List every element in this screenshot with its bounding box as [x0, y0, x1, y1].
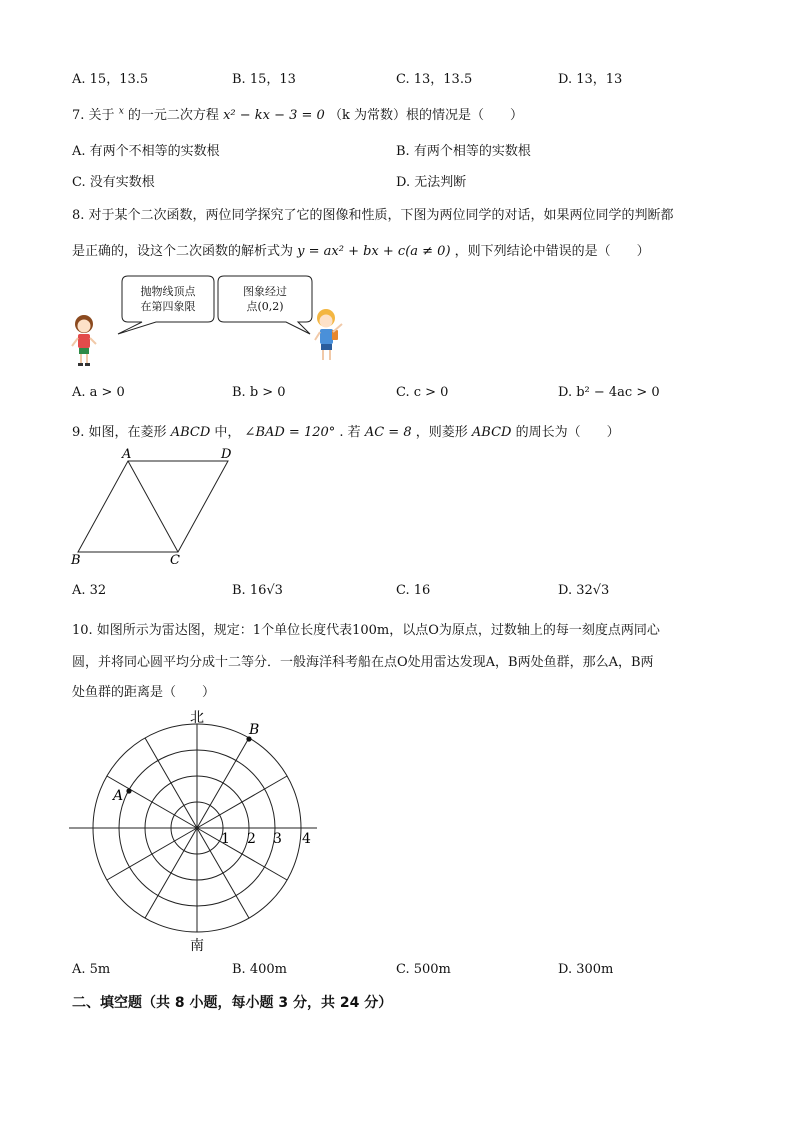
q8-option-c: C. c > 0: [396, 385, 449, 400]
q10-option-b: B. 400m: [232, 962, 287, 977]
section-2-heading: 二、填空题（共 8 小题，每小题 3 分，共 24 分）: [72, 995, 393, 1011]
q10-radar-figure: [66, 700, 336, 960]
q7-option-d: D. 无法判断: [396, 175, 467, 190]
q8-stem-line2: [72, 240, 650, 259]
q10-option-a: A. 5m: [72, 962, 111, 977]
tick-4: 4: [302, 831, 311, 847]
point-a-label: A: [113, 788, 124, 804]
q9-rhombus-figure: [66, 444, 246, 570]
north-label: 北: [190, 710, 204, 726]
bubble-right-text: [218, 284, 312, 314]
boy-icon: [315, 309, 342, 360]
tick-1: 1: [221, 831, 230, 847]
label-c: C: [170, 553, 180, 568]
q7-equation: x² − kx − 3 = 0: [223, 108, 325, 123]
label-b: B: [71, 553, 81, 568]
bubble-left-text: [122, 284, 214, 314]
q6-option-b: B. 15，13: [232, 72, 296, 87]
radar-spoke: [107, 828, 197, 880]
q10-stem-line2: 圆，并将同心圆平均分成十二等分．一般海洋科考船在点O处用雷达发现A，B两处鱼群，那么A，B两: [72, 655, 654, 670]
q6-option-c: C. 13，13.5: [396, 72, 473, 87]
q7-var-x: x: [118, 106, 124, 117]
q7-stem-pre: 7. 关于: [72, 108, 115, 123]
q8-option-b: B. b > 0: [232, 385, 286, 400]
q9-option-a: A. 32: [72, 583, 107, 598]
q9-shape2: ABCD: [471, 425, 512, 440]
q9-stem-mid2: . 若: [339, 425, 361, 440]
q10-option-d: D. 300m: [558, 962, 614, 977]
point-a-marker: [126, 788, 131, 793]
q6-option-a: A. 15，13.5: [72, 72, 149, 87]
south-label: 南: [190, 938, 204, 954]
q8-dialogue-figure: [70, 268, 360, 372]
girl-icon: [72, 315, 96, 366]
q9-option-c: C. 16: [396, 583, 431, 598]
q9-stem-pre: 9. 如图，在菱形: [72, 425, 167, 440]
tick-2: 2: [247, 831, 256, 847]
radar-spoke: [145, 828, 197, 918]
q7-option-a: A. 有两个不相等的实数根: [72, 144, 220, 159]
q10-stem-line3: 处鱼群的距离是（ ）: [72, 685, 216, 700]
q9-ac: AC = 8: [364, 425, 412, 440]
q9-option-b: B. 16√3: [232, 583, 283, 598]
q9-stem-mid1: 中，: [214, 425, 241, 440]
bubble-right-line1: 图象经过: [243, 285, 287, 298]
q10-option-c: C. 500m: [396, 962, 451, 977]
q7-stem: [72, 104, 523, 123]
diagonal-ac: [128, 461, 178, 552]
q7-stem-mid: 的一元二次方程: [127, 108, 219, 123]
q9-stem-mid3: ，则菱形: [415, 425, 468, 440]
q9-angle: ∠BAD = 120°: [244, 425, 336, 440]
q8-line2-pre: 是正确的，设这个二次函数的解析式为: [72, 244, 294, 259]
bubble-left-line1: 抛物线顶点: [140, 285, 196, 298]
radar-spoke: [197, 776, 287, 828]
q8-line2-post: ，则下列结论中错误的是（ ）: [454, 244, 650, 259]
radar-spoke: [145, 738, 197, 828]
q8-formula: y = ax² + bx + c(a ≠ 0): [297, 244, 451, 259]
label-d: D: [221, 447, 232, 462]
q8-stem-line1: 8. 对于某个二次函数，两位同学探究了它的图像和性质，下图为两位同学的对话，如果两位同学的判断都: [72, 208, 674, 223]
q9-stem-post: 的周长为（ ）: [515, 425, 620, 440]
q9-shape1: ABCD: [170, 425, 211, 440]
q6-option-d: D. 13，13: [558, 72, 623, 87]
tick-3: 3: [273, 831, 282, 847]
q9-option-d: D. 32√3: [558, 583, 610, 598]
point-b-label: B: [249, 722, 260, 738]
radar-grid: [69, 724, 317, 932]
q8-option-a: A. a > 0: [72, 385, 125, 400]
q8-option-d: D. b² − 4ac > 0: [558, 385, 660, 400]
q7-option-c: C. 没有实数根: [72, 175, 155, 190]
q9-stem: [72, 421, 620, 440]
label-a: A: [122, 447, 132, 462]
q7-stem-post: （k 为常数）根的情况是（ ）: [328, 108, 523, 123]
radar-spoke: [197, 738, 249, 828]
bubble-left-line2: 在第四象限: [140, 300, 196, 313]
q7-option-b: B. 有两个相等的实数根: [396, 144, 531, 159]
bubble-right-line2: 点(0,2): [246, 300, 284, 313]
q10-stem-line1: 10. 如图所示为雷达图，规定：1个单位长度代表100m，以点O为原点，过数轴上的每一刻度点两同心: [72, 623, 660, 638]
